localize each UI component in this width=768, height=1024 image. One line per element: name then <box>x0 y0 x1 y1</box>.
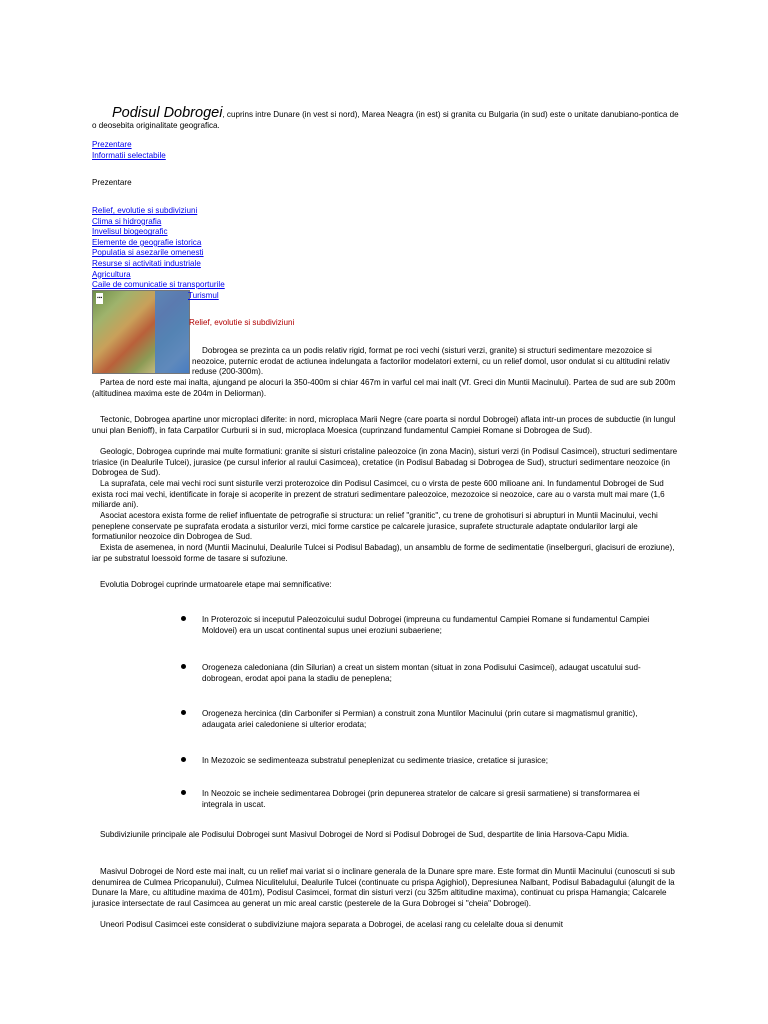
list-item <box>202 709 672 730</box>
toc-link-populatia[interactable]: Populatia si asezarile omenesti <box>92 248 204 258</box>
bullet-icon <box>181 710 186 715</box>
toc-link-resurse[interactable]: Resurse si activitati industriale <box>92 258 201 268</box>
table-of-contents <box>92 206 682 291</box>
bullet-icon <box>181 790 186 795</box>
paragraph-8: Evolutia Dobrogei cuprinde urmatoarele etape mai semnificative: <box>100 580 332 589</box>
list-item <box>202 789 672 810</box>
toc-link-relief[interactable]: Relief, evolutie si subdiviziuni <box>92 206 198 215</box>
map-legend-box: ▪▪▪ <box>96 293 103 304</box>
link-prezentare[interactable]: Prezentare <box>92 140 132 149</box>
toc-link-caile-de-comunicatie[interactable]: Caile de comunicatie si transporturile <box>92 280 225 290</box>
toc-link-invelisul[interactable]: Invelisul biogeografic <box>92 227 168 237</box>
toc-link-geografie-istorica[interactable]: Elemente de geografie istorica <box>92 237 202 247</box>
stage-text: In Mezozoic se sedimenteaza substratul peneplenizat cu sedimente triasice, cretatice si jurasice; <box>202 756 548 765</box>
intro-paragraph <box>92 105 682 131</box>
paragraph-7: Exista de asemenea, in nord (Muntii Macinului, Dealurile Tulcei si Podisul Babadag), un ansamblu de forme de sedimentatie (inselberguri, glacisuri de eroziune), iar pe substratul loessoid forme de tasare si sufoziune. <box>92 543 675 563</box>
list-item <box>202 756 548 767</box>
stage-text: In Proterozoic si inceputul Paleozoicului sudul Dobrogei (impreuna cu fundamentul Campiei Romane si fundamentul Campiei Moldovei) era un uscat continental supus unei eroziuni subaeriene; <box>202 615 650 635</box>
bullet-icon <box>181 616 186 621</box>
toc-link-turismul[interactable]: Turismul <box>188 291 219 300</box>
paragraph-1: Dobrogea se prezinta ca un podis relativ rigid, format pe roci vechi (sisturi verzi, granite) si structuri sedimentare mezozoice si neozoice, puternic erodat de actiunea indelungata a factorilor modelatori externi, cu un relief domol, usor ondulat si cu altitudini relativ reduse (200-300m). <box>192 346 670 377</box>
paragraph-11: Uneori Podisul Casimcei este considerat o subdiviziune majora separata a Dobrogei, de acelasi rang cu celelalte doua si denumit <box>100 920 563 929</box>
section-heading-relief: Relief, evolutie si subdiviziuni <box>189 318 295 327</box>
list-item <box>202 663 672 684</box>
paragraph-3: Tectonic, Dobrogea apartine unor microplaci diferite: in nord, microplaca Marii Negre (care poarta si nordul Dobrogei) aflata intr-un proces de subductie (in lungul unui plan Benioff), in fata Carpatilor Curburii si in sud, microplaca Moesica (cuprinzand fundamentul Campiei Romane si Dobrogea de Sud). <box>92 415 676 435</box>
sea-area <box>155 291 189 373</box>
top-links <box>92 140 682 161</box>
list-item <box>202 615 672 636</box>
paragraph-9: Subdiviziunile principale ale Podisului Dobrogei sunt Masivul Dobrogei de Nord si Podisul Dobrogei de Sud, despartite de linia Harsova-Capu Midia. <box>100 830 630 839</box>
stage-text: Orogeneza hercinica (din Carbonifer si Permian) a construit zona Muntilor Macinului (prin cutare si magmatismul granitic), adaugata ariei caledoniene si ulterior erodata; <box>202 709 638 729</box>
paragraph-6: Asociat acestora exista forme de relief influentate de petrografie si structura: un relief "granitic", cu trene de grohotisuri si abrupturi in Muntii Macinului, vechi peneplene conservate pe suprafata erodata a sisturilor verzi, mici forme carstice pe calcarele jurasice, suprafete structurale adaptate ondularilor largi ale formatiunilor neozoice din Dobrogea de Sud. <box>92 511 658 542</box>
bullet-icon <box>181 757 186 762</box>
paragraph-5: La suprafata, cele mai vechi roci sunt sisturile verzi proterozoice din Podisul Casimcei, cu o virsta de peste 600 milioane ani. In fundamentul Dobrogei de Sud exista roci mai vechi, identificate in foraje si acoperite in prezent de straturi sedimentare paleozoice, mezozoice si neozoice, care au o varsta mult mai mare (1,6 miliarde ani). <box>92 479 665 510</box>
paragraph-4: Geologic, Dobrogea cuprinde mai multe formatiuni: granite si sisturi cristaline paleozoice (in zona Macin), sisturi verzi (in Podisul Casimcei), structuri sedimentare triasice (in Dealurile Tulcei), jurasice (pe cursul inferior al raului Casimcea), cretatice (in Podisul Babadag si Dobrogea de Sud), structuri sedimentare neozoice (in Dobrogea de Sud). <box>92 447 678 478</box>
toc-link-agricultura[interactable]: Agricultura <box>92 269 131 279</box>
intro-text: , cuprins intre Dunare (in vest si nord), Marea Neagra (in est) si granita cu Bulgaria (in sud) este o unitate danubiano-pontica de o deosebita originalitate geografica. <box>92 110 679 130</box>
bullet-icon <box>181 664 186 669</box>
link-informatii-selectabile[interactable]: Informatii selectabile <box>92 150 166 160</box>
page-title: Podisul Dobrogei <box>112 105 223 121</box>
stage-text: Orogeneza caledoniana (din Silurian) a creat un sistem montan (situat in zona Podisului Casimcei), adaugat uscatului sud-dobrogean, erodat apoi pana la stadiu de peneplena; <box>202 663 641 683</box>
paragraph-10: Masivul Dobrogei de Nord este mai inalt, cu un relief mai variat si o inclinare generala de la Dunare spre mare. Este format din Muntii Macinului (cunoscuti si sub denumirea de Culmea Pricopanului), Culmea Niculitelului, Dealurile Tulcei (continuate cu prispa Agighiol), Depresiunea Nalbant, Podisul Babadagului (alungit de la Dunare la Mare, cu altitudine maxima de 401m), Podisul Casimcei, format din sisturi verzi (cu 325m altitudine maxima), continuat cu prispa Hamangia; Calcarele jurasice intersectate de raul Casimcea au generat un mic areal carstic (pesterele de la Gura Dobrogei si "cheia" Dobrogei). <box>92 867 675 908</box>
paragraph-2: Partea de nord este mai inalta, ajungand pe alocuri la 350-400m si chiar 467m in varful cel mai inalt (Vf. Greci din Muntii Macinului). Partea de sud are sub 200m (altitudinea maxima este de 204m in Deliorman). <box>92 378 676 398</box>
stage-text: In Neozoic se incheie sedimentarea Dobrogei (prin depunerea stratelor de calcare si gresii sarmatiene) si transformarea ei integrala in uscat. <box>202 789 640 809</box>
section-heading-prezentare: Prezentare <box>92 178 132 187</box>
dobrogea-map-image <box>92 290 190 374</box>
toc-link-clima[interactable]: Clima si hidrografia <box>92 216 162 226</box>
